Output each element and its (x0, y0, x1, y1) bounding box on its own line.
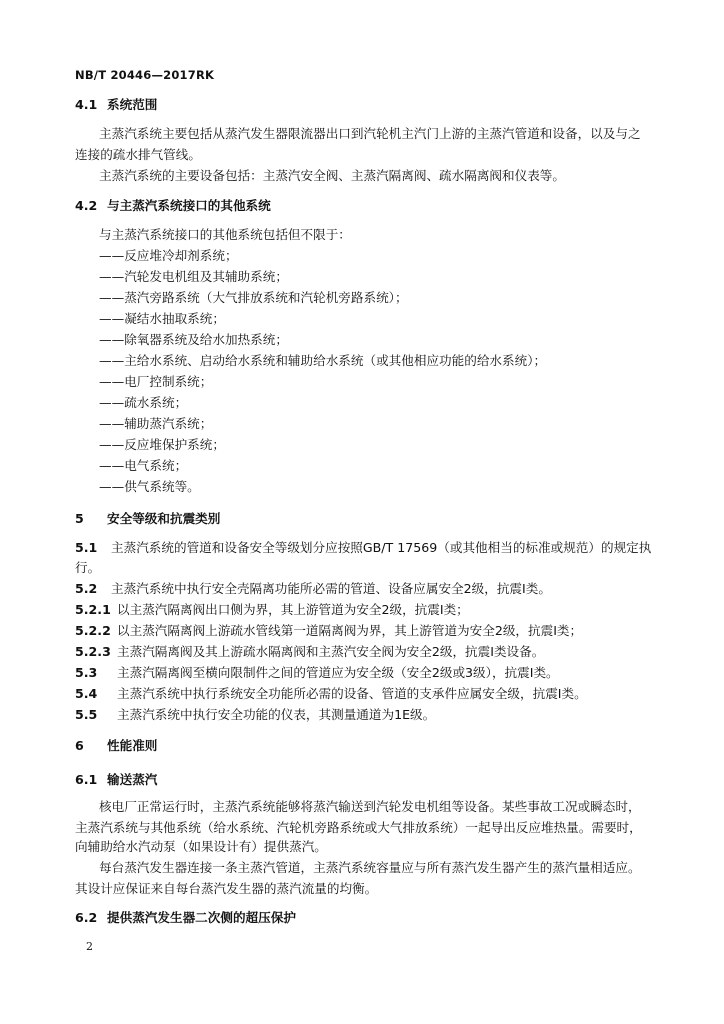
list-item: ——汽轮发电机组及其辅助系统； (99, 269, 288, 284)
section-number: 6.2 (75, 910, 98, 925)
list-item: ——蒸汽旁路系统（大气排放系统和汽轮机旁路系统）； (99, 290, 408, 305)
paragraph-line: 其设计应保证来自每台蒸汽发生器的蒸汽流量的均衡。 (75, 881, 378, 896)
clause-number: 5.2.2 (75, 623, 111, 638)
section-heading-5 (75, 510, 220, 527)
section-title: 提供蒸汽发生器二次侧的超压保护 (107, 910, 296, 925)
list-item: ——反应堆冷却剂系统； (99, 248, 238, 263)
clause-5-2 (75, 580, 551, 597)
clause-5-2-3 (75, 643, 544, 660)
clause-number: 5.1 (75, 540, 98, 555)
list-item: ——供气系统等。 (99, 479, 200, 494)
clause-text: 以主蒸汽隔离阀上游疏水管线第一道隔离阀为界，其上游管道为安全2级，抗震Ⅰ类； (117, 623, 583, 638)
list-item: ——除氧器系统及给水加热系统； (99, 332, 288, 347)
section-number: 4.2 (75, 198, 98, 213)
paragraph-line: 主蒸汽系统与其他系统（给水系统、汽轮机旁路系统或大气排放系统）一起导出反应堆热量。需要时， (75, 820, 642, 835)
section-heading-6-1 (75, 771, 157, 788)
list-item: ——反应堆保护系统； (99, 437, 225, 452)
paragraph-line: 与主蒸汽系统接口的其他系统包括但不限于： (99, 227, 351, 242)
section-title: 性能准则 (107, 738, 158, 753)
paragraph-line: 向辅助给水汽动泵（如果设计有）提供蒸汽。 (75, 839, 327, 854)
standard-code-header: NB/T 20446—2017RK (75, 68, 215, 82)
clause-number: 5.5 (75, 707, 98, 722)
clause-text: 主蒸汽隔离阀及其上游疏水隔离阀和主蒸汽安全阀为安全2级，抗震Ⅰ类设备。 (117, 644, 545, 659)
clause-5-2-2 (75, 622, 582, 639)
clause-number: 5.2.1 (75, 602, 111, 617)
paragraph-line: 主蒸汽系统的主要设备包括：主蒸汽安全阀、主蒸汽隔离阀、疏水隔离阀和仪表等。 (99, 168, 565, 183)
clause-text: 主蒸汽隔离阀至横向限制件之间的管道应为安全级（安全2级或3级），抗震Ⅰ类。 (117, 665, 559, 680)
paragraph-line: 每台蒸汽发生器连接一条主蒸汽管道，主蒸汽系统容量应与所有蒸汽发生器产生的蒸汽量相适应。 (99, 860, 641, 875)
paragraph-line: 行。 (75, 560, 101, 575)
list-item: ——凝结水抽取系统； (99, 311, 225, 326)
list-item: ——电气系统； (99, 458, 188, 473)
clause-number: 5.4 (75, 686, 98, 701)
clause-number: 5.2 (75, 581, 98, 596)
clause-number: 5.3 (75, 665, 98, 680)
clause-5-3 (75, 664, 559, 681)
clause-5-5 (75, 706, 435, 723)
clause-text: 主蒸汽系统中执行系统安全功能所必需的设备、管道的支承件应属安全级，抗震Ⅰ类。 (117, 686, 587, 701)
clause-5-1 (75, 539, 651, 556)
list-item: ——疏水系统； (99, 395, 188, 410)
section-number: 6 (75, 738, 84, 753)
list-item: ——电厂控制系统； (99, 374, 213, 389)
section-heading-4-2 (75, 197, 271, 214)
clause-text: 以主蒸汽隔离阀出口侧为界，其上游管道为安全2级，抗震Ⅰ类； (117, 602, 469, 617)
clause-text: 主蒸汽系统中执行安全功能的仪表，其测量通道为1E级。 (117, 707, 436, 722)
clause-text: 主蒸汽系统的管道和设备安全等级划分应按照GB/T 17569（或其他相当的标准或规范）的规定执 (111, 540, 652, 555)
paragraph-line: 核电厂正常运行时，主蒸汽系统能够将蒸汽输送到汽轮发电机组等设备。某些事故工况或瞬态时， (99, 799, 641, 814)
section-number: 6.1 (75, 772, 98, 787)
clause-number: 5.2.3 (75, 644, 111, 659)
section-title: 与主蒸汽系统接口的其他系统 (107, 198, 271, 213)
section-heading-4-1 (75, 96, 157, 113)
section-title: 输送蒸汽 (107, 772, 158, 787)
clause-5-2-1 (75, 601, 469, 618)
section-title: 系统范围 (107, 97, 158, 112)
clause-5-4 (75, 685, 587, 702)
clause-text: 主蒸汽系统中执行安全壳隔离功能所必需的管道、设备应属安全2级，抗震Ⅰ类。 (111, 581, 551, 596)
paragraph-line: 主蒸汽系统主要包括从蒸汽发生器限流器出口到汽轮机主汽门上游的主蒸汽管道和设备，以及与之 (99, 126, 641, 141)
section-number: 5 (75, 511, 84, 526)
page-number: 2 (86, 940, 93, 953)
section-number: 4.1 (75, 97, 98, 112)
paragraph-line: 连接的疏水排气管线。 (75, 147, 201, 162)
list-item: ——主给水系统、启动给水系统和辅助给水系统（或其他相应功能的给水系统）； (99, 353, 547, 368)
section-heading-6 (75, 737, 157, 754)
section-heading-6-2 (75, 909, 296, 926)
section-title: 安全等级和抗震类别 (107, 511, 221, 526)
list-item: ——辅助蒸汽系统； (99, 416, 213, 431)
